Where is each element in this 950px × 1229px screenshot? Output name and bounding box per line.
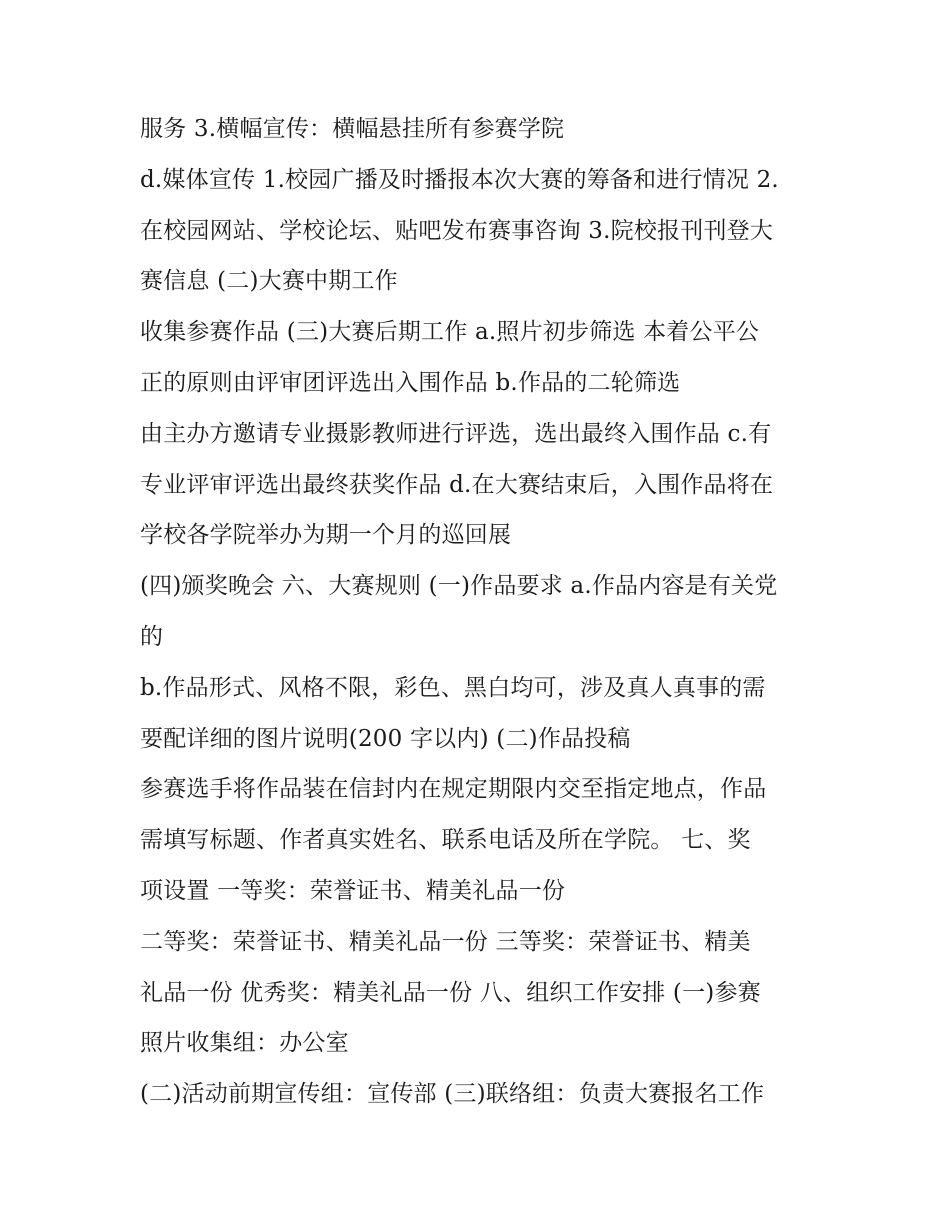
text-line: 的 — [140, 623, 164, 650]
text-line: 赛信息 (二)大赛中期工作 — [140, 268, 398, 295]
text-line: 项设置 一等奖：荣誉证书、精美礼品一份 — [140, 877, 566, 904]
text-line: 需填写标题、作者真实姓名、联系电话及所在学院。 七、奖 — [140, 827, 751, 854]
text-line: b.作品形式、风格不限，彩色、黑白均可，涉及真人真事的需 — [140, 674, 766, 701]
text-line: 礼品一份 优秀奖：精美礼品一份 八、组织工作安排 (一)参赛 — [140, 979, 761, 1006]
text-line: 收集参赛作品 (三)大赛后期工作 a.照片初步筛选 本着公平公 — [140, 319, 760, 346]
text-line: (二)活动前期宣传组：宣传部 (三)联络组：负责大赛报名工作 — [140, 1081, 765, 1108]
text-line: 照片收集组：办公室 — [140, 1030, 349, 1057]
text-line: 要配详细的图片说明(200 字以内) (二)作品投稿 — [140, 725, 631, 752]
text-line: 服务 3.横幅宣传：横幅悬挂所有参赛学院 — [140, 116, 565, 142]
text-line: 由主办方邀请专业摄影教师进行评选，选出最终入围作品 c.有 — [140, 420, 772, 447]
text-line: (四)颁奖晚会 六、大赛规则 (一)作品要求 a.作品内容是有关党 — [140, 573, 778, 600]
text-line: 学校各学院举办为期一个月的巡回展 — [140, 522, 512, 549]
document-body — [140, 104, 820, 1120]
text-line: 二等奖：荣誉证书、精美礼品一份 三等奖：荣誉证书、精美 — [140, 928, 751, 955]
text-line: 正的原则由评审团评选出入围作品 b.作品的二轮筛选 — [140, 369, 681, 396]
text-line: 专业评审评选出最终获奖作品 d.在大赛结束后，入围作品将在 — [140, 471, 774, 498]
text-line: d.媒体宣传 1.校园广播及时播报本次大赛的筹备和进行情况 2. — [140, 166, 779, 193]
text-line: 在校园网站、学校论坛、贴吧发布赛事咨询 3.院校报刊刊登大 — [140, 217, 774, 244]
text-line: 参赛选手将作品装在信封内在规定期限内交至指定地点，作品 — [140, 776, 767, 803]
